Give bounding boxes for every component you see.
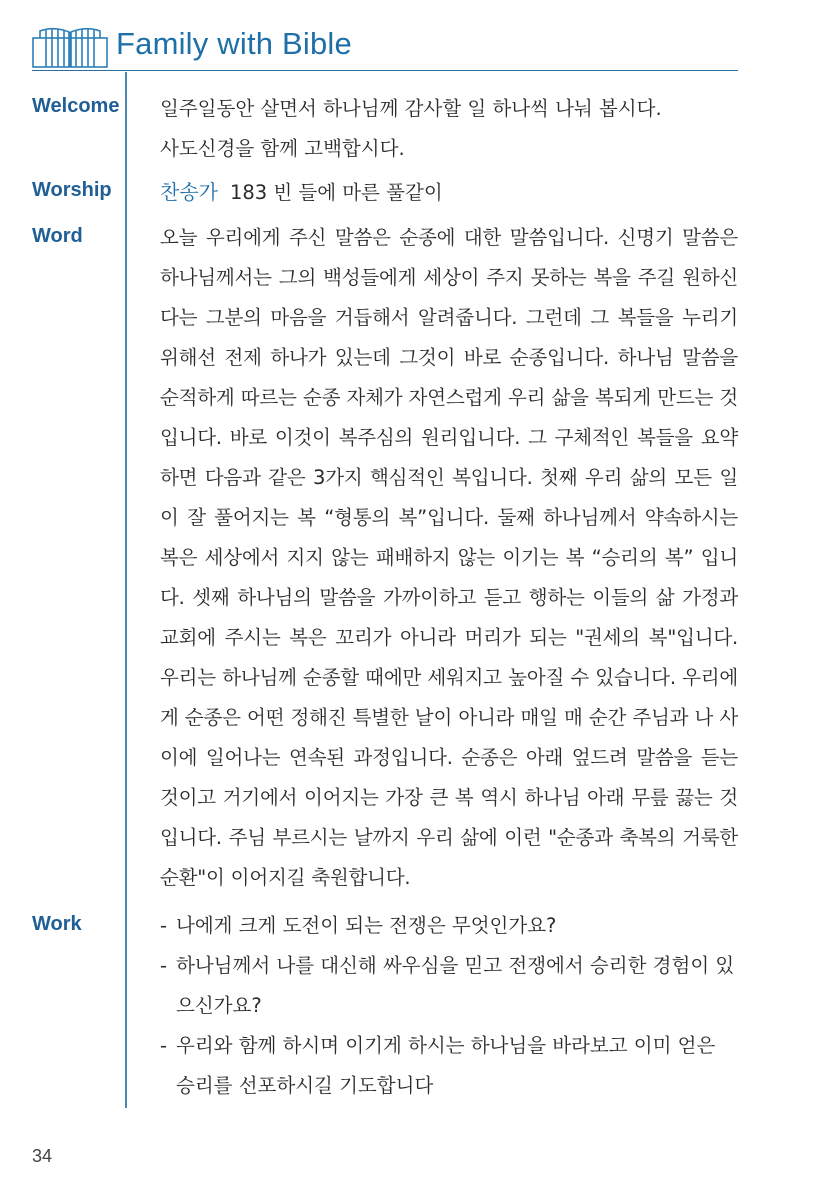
list-item (160, 1026, 738, 1106)
page-number: 34 (32, 1146, 53, 1166)
word-text: 오늘 우리에게 주신 말씀은 순종에 대한 말씀입니다. 신명기 말씀은 하나님께서는 그의 백성들에게 세상이 주지 못하는 복을 주길 원하신다는 그분의 마음을 거듭해서 알려줍니다. 그런데 그 복들을 누리기 위해선 전제 하나가 있는데 그것이 바로 순종입니다. 하나님 말씀을 순적하게 따르는 순종 자체가 자연스럽게 우리 삶을 복되게 만드는 것입니다. 바로 이것이 복주심의 원리입니다. 그 구체적인 복들을 요약하면 다음과 같은 3가지 핵심적인 복입니다. 첫째 우리 삶의 모든 일이 잘 풀어지는 복 “형통의 복”입니다. 둘째 하나님께서 약속하시는 복은 세상에서 지지 않는 패배하지 않는 이기는 복 “승리의 복” 입니다. 셋째 하나님의 말씀을 가까이하고 듣고 행하는 이들의 삶 가정과 교회에 주시는 복은 꼬리가 아니라 머리가 되는 "권세의 복"입니다. 우리는 하나님께 순종할 때에만 세워지고 높아질 수 있습니다. 우리에게 순종은 어떤 정해진 특별한 날이 아니라 매일 매 순간 주님과 나 사이에 일어나는 연속된 과정입니다. 순종은 아래 엎드려 말씀을 듣는 것이고 거기에서 이어지는 가장 큰 복 역시 하나님 아래 무릎 끓는 것입니다. 주님 부르시는 날까지 우리 삶에 이런 "순종과 축복의 거룩한 순환"이 이어지길 축원합니다. (160, 226, 738, 889)
list-item (160, 946, 738, 1026)
open-book-icon (32, 24, 108, 68)
work-label: Work (32, 913, 82, 935)
welcome-line: 일주일동안 살면서 하나님께 감사할 일 하나씩 나눠 봅시다. (160, 97, 662, 120)
list-item-text: 하나님께서 나를 대신해 싸우심을 믿고 전쟁에서 승리한 경험이 있으신가요? (176, 954, 735, 1017)
list-dash: - (160, 1034, 168, 1057)
page-title: Family with Bible (116, 26, 352, 61)
page-header (32, 22, 738, 71)
list-dash: - (160, 954, 168, 977)
hymn-text: 183 빈 들에 마른 풀같이 (229, 181, 443, 204)
list-dash: - (160, 914, 168, 937)
work-content (160, 906, 738, 1106)
work-question-list (160, 906, 738, 1106)
hymn-label: 찬송가 (160, 180, 218, 204)
worship-content (160, 172, 738, 213)
welcome-label: Welcome (32, 95, 120, 117)
welcome-content (160, 89, 738, 169)
list-item (160, 906, 738, 946)
worship-label: Worship (32, 179, 112, 201)
list-item-text: 나에게 크게 도전이 되는 전쟁은 무엇인가요? (176, 914, 557, 937)
section-divider-line (125, 72, 127, 1108)
word-label: Word (32, 225, 83, 247)
list-item-text: 우리와 함께 하시며 이기게 하시는 하나님을 바라보고 이미 얻은 승리를 선포하시길 기도합니다 (176, 1034, 716, 1097)
welcome-line: 사도신경을 함께 고백합시다. (160, 137, 405, 160)
